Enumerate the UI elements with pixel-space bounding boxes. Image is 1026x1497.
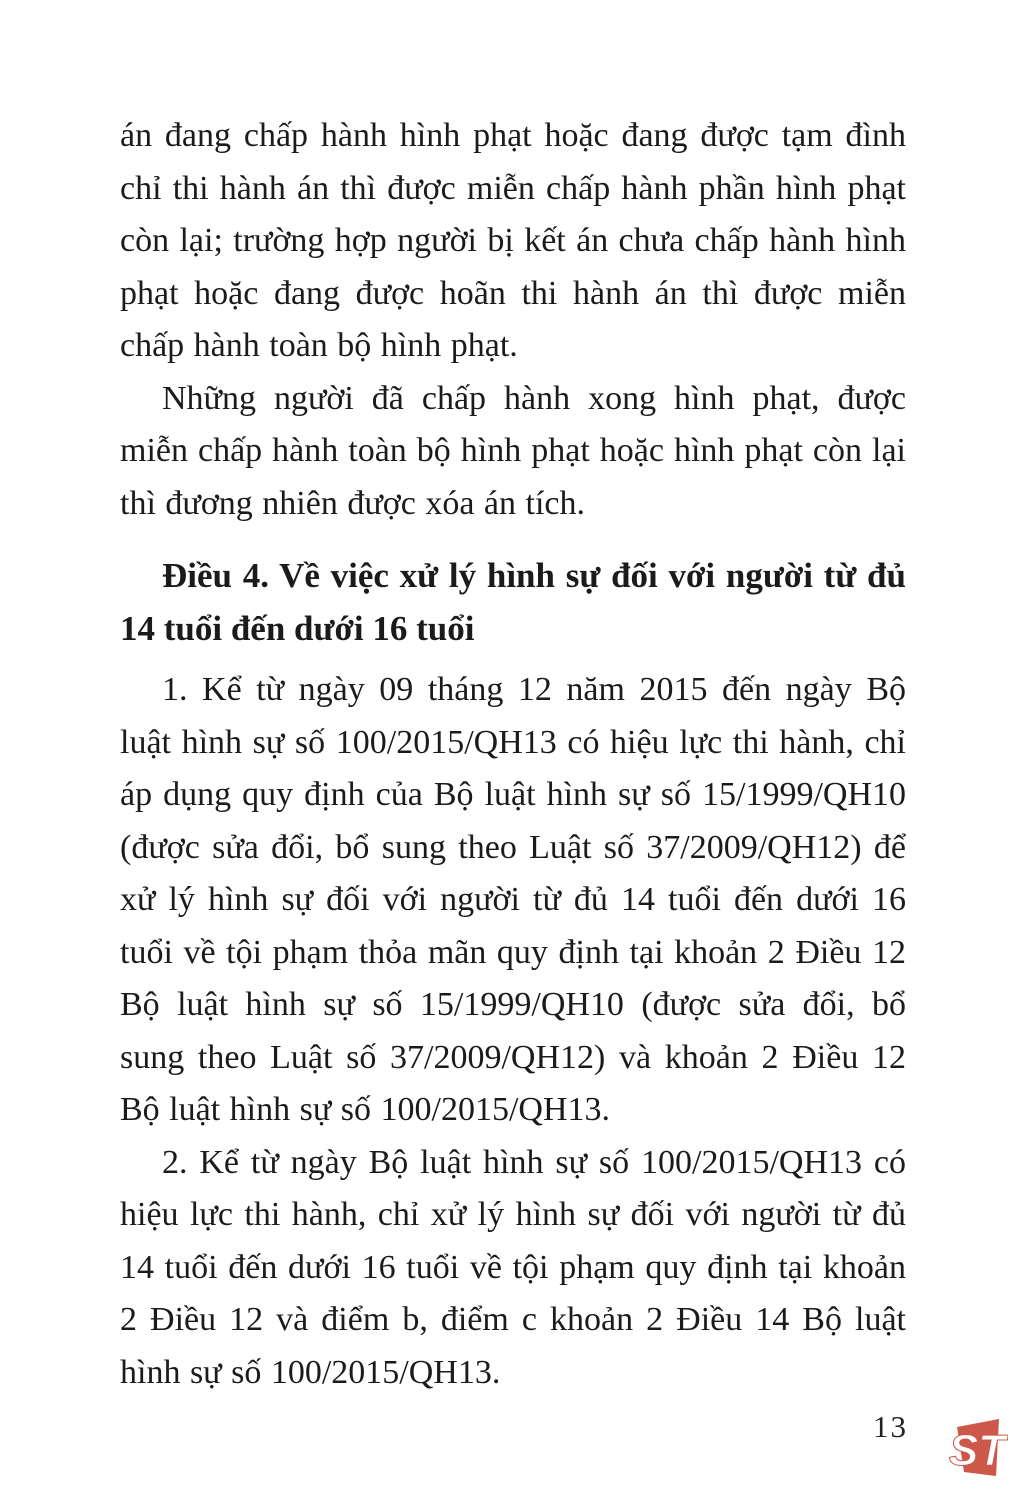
- page-number: 13: [873, 1409, 908, 1444]
- paragraph: Những người đã chấp hành xong hình phạt, được miễn chấp hành toàn bộ hình phạt hoặc hình phạt còn lại thì đương nhiên được xóa án tích.: [120, 379, 906, 522]
- section-heading-dieu-4: Điều 4. Về việc xử lý hình sự đối với người từ đủ 14 tuổi đến dưới 16 tuổi: [120, 556, 906, 648]
- text-block: [120, 110, 906, 1399]
- paragraph-clause-2: 2. Kể từ ngày Bộ luật hình sự số 100/2015/QH13 có hiệu lực thi hành, chỉ xử lý hình sự đối với người từ đủ 14 tuổi đến dưới 16 tuổi về tội phạm quy định tại khoản 2 Điều 12 và điểm b, điểm c khoản 2 Điều 14 Bộ luật hình sự số 100/2015/QH13.: [120, 1143, 906, 1391]
- publisher-logo: [948, 1416, 1008, 1481]
- logo-text: ST: [948, 1426, 1006, 1475]
- st-logo-icon: [948, 1416, 1008, 1481]
- paragraph-clause-1: 1. Kể từ ngày 09 tháng 12 năm 2015 đến ngày Bộ luật hình sự số 100/2015/QH13 có hiệu lực thi hành, chỉ áp dụng quy định của Bộ luật hình sự số 15/1999/QH10 (được sửa đổi, bổ sung theo Luật số 37/2009/QH12) để xử lý hình sự đối với người từ đủ 14 tuổi đến dưới 16 tuổi về tội phạm thỏa mãn quy định tại khoản 2 Điều 12 Bộ luật hình sự số 15/1999/QH10 (được sửa đổi, bổ sung theo Luật số 37/2009/QH12) và khoản 2 Điều 12 Bộ luật hình sự số 100/2015/QH13.: [120, 671, 906, 1128]
- paragraph-continuation: án đang chấp hành hình phạt hoặc đang được tạm đình chỉ thi hành án thì được miễn chấp hành phần hình phạt còn lại; trường hợp người bị kết án chưa chấp hành hình phạt hoặc đang được hoãn thi hành án thì được miễn chấp hành toàn bộ hình phạt.: [120, 117, 906, 364]
